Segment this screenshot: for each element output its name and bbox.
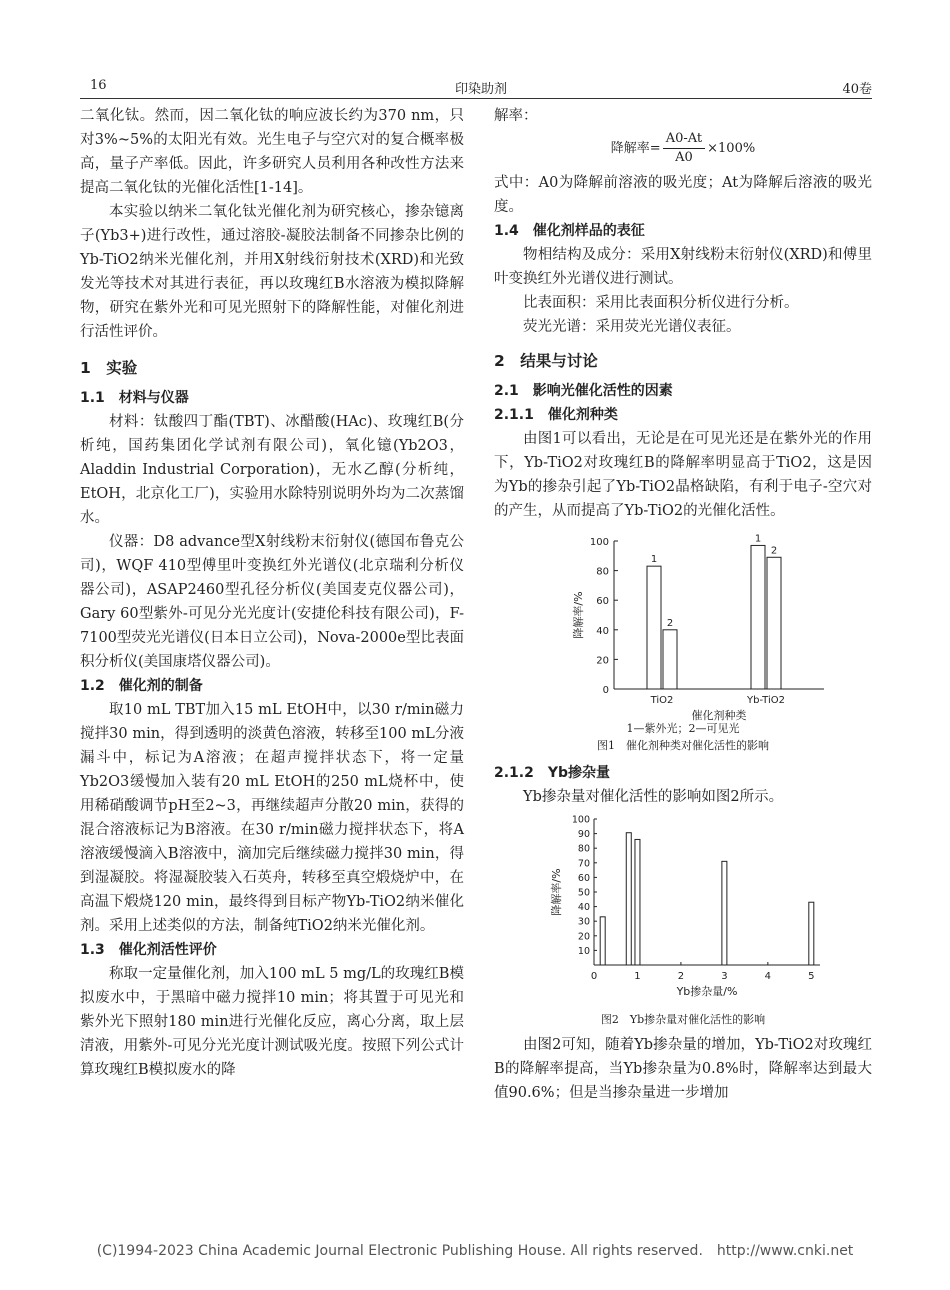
characterization-bet: 比表面积：采用比表面积分析仪进行分析。 [523, 295, 799, 311]
x-axis-label: Yb掺杂量/% [676, 985, 738, 998]
section-1-4-heading: 1.4 催化剂样品的表征 [494, 223, 645, 239]
formula-numerator: A0-At [663, 130, 705, 149]
instruments-paragraph: 仪器：D8 advance型X射线粉末衍射仪(德国布鲁克公司)，WQF 410型傅里叶变换红外光谱仪(北京瑞利分析仪器公司)，ASAP2460型孔径分析仪(美国麦克仪器公司)，Gary 60型紫外-可见分光光度计(安捷伦科技有限公司)，F-7100型荧光光谱仪(日本日立公司)，Nova-2000e型比表面积分析仪(美国康塔仪器公司)。 [80, 534, 464, 670]
y-tick-label: 10 [577, 945, 590, 957]
bar-doping-3 [722, 861, 727, 965]
formula-denominator: A0 [675, 150, 693, 165]
x-tick-label: 4 [764, 971, 772, 982]
degradation-formula [494, 130, 872, 167]
y-tick-label: 40 [596, 625, 609, 637]
formula-note: 式中：A0为降解前溶液的吸光度；At为降解后溶液的吸光度。 [494, 175, 872, 215]
right-column [494, 104, 872, 1105]
bar-TiO2-series-1 [647, 566, 661, 689]
y-tick-label: 0 [602, 685, 609, 696]
characterization-xrd: 物相结构及成分：采用X射线粉末衍射仪(XRD)和傅里叶变换红外光谱仪进行测试。 [494, 247, 872, 287]
y-tick-label: 40 [577, 902, 590, 914]
intro-paragraph-1: 二氧化钛。然而，因二氧化钛的响应波长约为370 nm，只对3%~5%的太阳光有效。光生电子与空穴对的复合概率极高，量子产率低。因此，许多研究人员利用各种改性方法来提高二氧化钛的光催化活性[1-14]。 [80, 108, 464, 196]
section-1-2-heading: 1.2 催化剂的制备 [80, 678, 203, 694]
y-tick-label: 100 [571, 814, 590, 826]
y-tick-label: 30 [577, 916, 590, 928]
y-tick-label: 70 [577, 858, 590, 870]
bar-doping-1 [635, 839, 640, 965]
preparation-paragraph: 取10 mL TBT加入15 mL EtOH中，以30 r/min磁力搅拌30 min，得到透明的淡黄色溶液，转移至100 mL分液漏斗中，标记为A溶液；在超声搅拌状态下，将一定量Yb2O3缓慢加入装有20 mL EtOH的250 mL烧杯中，使用稀硝酸调节pH至2~3，再继续超声分散20 min，获得的混合溶液标记为B溶液。在30 r/min磁力搅拌状态下，将A溶液缓慢滴入B溶液中，滴加完后继续磁力搅拌30 min，得到湿凝胶。将湿凝胶装入石英舟，转移至真空煅烧炉中，在高温下煅烧120 min，最终得到目标产物Yb-TiO2纳米催化剂。采用上述类似的方法，制备纯TiO2纳米光催化剂。 [80, 702, 464, 934]
y-tick-label: 100 [589, 537, 609, 548]
section-2-heading: 2 结果与讨论 [494, 352, 598, 370]
formula-fraction [663, 130, 705, 167]
bar-TiO2-series-2 [663, 630, 677, 689]
volume-label: 40卷 [842, 82, 872, 97]
y-tick-label: 20 [596, 655, 609, 667]
y-tick-label: 80 [577, 843, 590, 855]
result-paragraph-2: Yb掺杂量对催化活性的影响如图2所示。 [523, 789, 784, 805]
running-header [90, 78, 872, 98]
formula-lhs: 降解率= [610, 141, 661, 156]
section-1-1-heading: 1.1 材料与仪器 [80, 390, 189, 406]
bar-label-1: 1 [754, 533, 762, 545]
result-paragraph-1: 由图1可以看出，无论是在可见光还是在紫外光的作用下，Yb-TiO2对玫瑰红B的降解率明显高于TiO2，这是因为Yb的掺杂引起了Yb-TiO2晶格缺陷，有利于电子-空穴对的产生，从而提高了Yb-TiO2的光催化活性。 [494, 431, 872, 519]
bar-Yb-TiO2-series-2 [767, 557, 781, 689]
x-tick-label-TiO2: TiO2 [650, 695, 674, 706]
x-tick-label: 2 [677, 971, 685, 982]
x-tick-label: 1 [634, 971, 641, 982]
figure-2-chart [494, 811, 872, 1011]
section-2-1-2-heading: 2.1.2 Yb掺杂量 [494, 765, 611, 781]
figure-2-caption: 图2 Yb掺杂量对催化活性的影响 [600, 1013, 766, 1026]
intro-paragraph-2: 本实验以纳米二氧化钛光催化剂为研究核心，掺杂镱离子(Yb3+)进行改性，通过溶胶-凝胶法制备不同掺杂比例的Yb-TiO2纳米光催化剂，并用X射线衍射技术(XRD)和光致发光等技术对其进行表征，再以玫瑰红B水溶液为模拟降解物，研究在紫外光和可见光照射下的降解性能，对催化剂进行活性评价。 [80, 204, 464, 340]
bar-doping-5 [809, 902, 814, 965]
bar-doping-0.2 [600, 917, 605, 965]
section-2-1-1-heading: 2.1.1 催化剂种类 [494, 407, 618, 423]
y-tick-label: 20 [577, 931, 590, 943]
bar-label-2: 2 [770, 545, 778, 557]
y-tick-label: 80 [596, 566, 609, 578]
y-tick-label: 50 [577, 887, 590, 899]
characterization-pl: 荧光光谱：采用荧光光谱仪表征。 [523, 319, 741, 335]
figure-1-chart [494, 529, 872, 721]
copyright-footer: (C)1994-2023 China Academic Journal Electronic Publishing House. All rights reserved. http://www.cnki.net [96, 1243, 854, 1259]
result-paragraph-3: 由图2可知，随着Yb掺杂量的增加，Yb-TiO2对玫瑰红B的降解率提高，当Yb掺杂量为0.8%时，降解率达到最大值90.6%；但是当掺杂量进一步增加 [494, 1037, 872, 1101]
header-rule [80, 98, 872, 99]
figure-1-caption: 图1 催化剂种类对催化活性的影响 [597, 739, 769, 752]
bar-doping-0.8 [626, 833, 631, 965]
y-axis-label: 降解率/% [572, 591, 585, 639]
journal-title: 印染助剂 [454, 82, 507, 97]
x-tick-label-Yb-TiO2: Yb-TiO2 [747, 695, 785, 706]
bar-label-2: 2 [666, 617, 674, 629]
x-tick-label: 3 [721, 971, 728, 982]
x-tick-label: 0 [590, 971, 598, 982]
page-number: 16 [90, 78, 107, 93]
y-tick-label: 60 [577, 872, 590, 884]
section-1-3-heading: 1.3 催化剂活性评价 [80, 942, 217, 958]
left-column [80, 104, 464, 1082]
y-tick-label: 90 [577, 829, 590, 841]
materials-paragraph: 材料：钛酸四丁酯(TBT)、冰醋酸(HAc)、玫瑰红B(分析纯，国药集团化学试剂有限公司)，氧化镱(Yb2O3，Aladdin Industrial Corporation)，无水乙醇(分析纯，EtOH，北京化工厂)，实验用水除特别说明外均为二次蒸馏水。 [80, 414, 464, 526]
x-axis-label: 催化剂种类 [691, 709, 747, 721]
y-axis-label: 降解率/% [550, 868, 563, 916]
x-tick-label: 5 [808, 971, 815, 982]
evaluation-continued: 解率： [494, 108, 538, 124]
bar-label-1: 1 [650, 554, 658, 566]
formula-rhs: ×100% [707, 141, 756, 156]
y-tick-label: 60 [596, 596, 609, 608]
evaluation-paragraph: 称取一定量催化剂，加入100 mL 5 mg/L的玫瑰红B模拟废水中，于黑暗中磁力搅拌10 min；将其置于可见光和紫外光下照射180 min进行光催化反应，离心分离，取上层清液，用紫外-可见分光光度计测试吸光度。按照下列公式计算玫瑰红B模拟废水的降 [80, 966, 464, 1078]
section-2-1-heading: 2.1 影响光催化活性的因素 [494, 383, 673, 399]
section-1-heading: 1 实验 [80, 359, 138, 377]
figure-1-legend: 1—紫外光；2—可见光 [626, 722, 740, 735]
bar-Yb-TiO2-series-1 [751, 545, 765, 689]
